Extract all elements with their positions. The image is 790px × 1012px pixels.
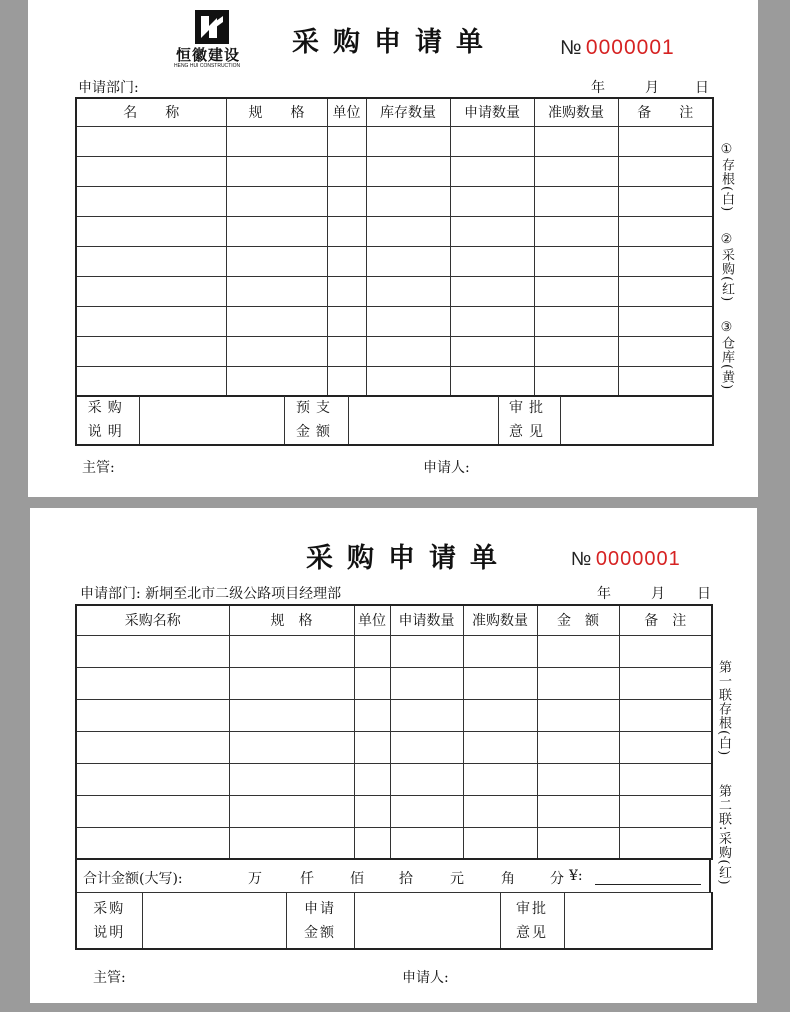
form2-table-row (76, 795, 712, 827)
table-cell[interactable] (366, 366, 450, 396)
supervisor-label-2: 主管: (93, 970, 126, 986)
form2-table-cell[interactable] (76, 667, 229, 699)
unit-qian: 仟 (300, 871, 314, 887)
form2-table-cell[interactable] (390, 667, 463, 699)
department-value[interactable]: 新垌至北市二级公路项目经理部 (145, 586, 342, 602)
table-cell[interactable] (450, 306, 534, 336)
form2-table-cell[interactable] (537, 827, 619, 859)
table-cell[interactable] (226, 366, 327, 396)
form2-table-cell[interactable] (537, 699, 619, 731)
serial-number-2: 0000001 (595, 548, 681, 570)
purchase-note-label-2: 采购 说明 (76, 893, 142, 950)
form2-table-cell[interactable] (354, 763, 390, 795)
table-cell[interactable] (618, 246, 713, 276)
table-cell[interactable] (534, 276, 618, 306)
purchase-note-field[interactable] (139, 396, 284, 445)
form2-table-cell[interactable] (354, 795, 390, 827)
table-row (76, 366, 713, 396)
table-cell[interactable] (366, 306, 450, 336)
table-cell[interactable] (226, 306, 327, 336)
table-cell[interactable] (327, 306, 366, 336)
table-cell[interactable] (327, 126, 366, 156)
number-symbol: № (560, 37, 582, 59)
applicant-label: 申请人: (423, 460, 470, 476)
form2-table-cell[interactable] (390, 763, 463, 795)
form2-table-cell[interactable] (390, 795, 463, 827)
form2-table-cell[interactable] (619, 635, 712, 667)
form2-column-header: 规 格 (229, 605, 354, 635)
table-cell[interactable] (366, 336, 450, 366)
form2-table-cell[interactable] (619, 827, 712, 859)
date-year: 年 (591, 80, 605, 96)
table-cell[interactable] (618, 186, 713, 216)
table-cell[interactable] (366, 156, 450, 186)
table-cell[interactable] (450, 366, 534, 396)
form2-table-cell[interactable] (537, 635, 619, 667)
table-row (76, 186, 713, 216)
purchase-note-label: 采购 说明 (76, 396, 139, 445)
table-cell[interactable] (366, 216, 450, 246)
date-month: 月 (645, 80, 659, 96)
form2-table-cell[interactable] (390, 635, 463, 667)
date-month-2: 月 (651, 586, 665, 602)
table-cell[interactable] (450, 156, 534, 186)
table-cell[interactable] (450, 276, 534, 306)
table-cell[interactable] (76, 216, 226, 246)
form-sheet-2 (30, 508, 757, 1003)
table-row (76, 156, 713, 186)
approval-field[interactable] (560, 396, 713, 445)
table-cell[interactable] (450, 126, 534, 156)
total-label: 合计金额(大写): (83, 871, 183, 887)
form2-table-cell[interactable] (537, 795, 619, 827)
form2-table-cell[interactable] (390, 699, 463, 731)
form2-table-cell[interactable] (229, 699, 354, 731)
table-header-row (76, 98, 713, 126)
form2-column-header: 单位 (354, 605, 390, 635)
form2-table-cell[interactable] (229, 763, 354, 795)
table-header-row-2 (76, 605, 712, 635)
form2-table-cell[interactable] (619, 731, 712, 763)
items-table (75, 97, 714, 397)
form2-table-cell[interactable] (463, 827, 537, 859)
purchase-note-field-2[interactable] (142, 893, 286, 950)
logo-name: 恒徽建设 (176, 47, 241, 64)
form2-table-cell[interactable] (229, 667, 354, 699)
table-cell[interactable] (366, 276, 450, 306)
date-year-2: 年 (597, 586, 611, 602)
form2-table-row (76, 731, 712, 763)
form2-table-cell[interactable] (537, 731, 619, 763)
form-sheet-1 (28, 0, 758, 497)
unit-yuan: 元 (450, 871, 464, 887)
table-cell[interactable] (534, 126, 618, 156)
approval-field-2[interactable] (564, 893, 712, 950)
table-cell[interactable] (226, 276, 327, 306)
table-cell[interactable] (618, 366, 713, 396)
yen-label: ¥: (569, 868, 583, 884)
form2-table-cell[interactable] (354, 635, 390, 667)
table-cell[interactable] (327, 246, 366, 276)
table-cell[interactable] (327, 216, 366, 246)
table-cell[interactable] (618, 156, 713, 186)
table-row (76, 276, 713, 306)
request-amount-label: 申请 金额 (286, 893, 354, 950)
table-cell[interactable] (76, 186, 226, 216)
form2-table-cell[interactable] (76, 699, 229, 731)
table-cell[interactable] (450, 246, 534, 276)
form2-table-cell[interactable] (76, 731, 229, 763)
company-logo-icon (195, 10, 229, 44)
column-header: 名 称 (76, 98, 226, 126)
column-header: 申请数量 (450, 98, 534, 126)
table-cell[interactable] (76, 126, 226, 156)
table-cell[interactable] (76, 336, 226, 366)
applicant-label-2: 申请人: (402, 970, 449, 986)
table-cell[interactable] (534, 246, 618, 276)
table-cell[interactable] (618, 306, 713, 336)
table-cell[interactable] (327, 366, 366, 396)
table-cell[interactable] (450, 216, 534, 246)
table-cell[interactable] (226, 246, 327, 276)
column-header: 库存数量 (366, 98, 450, 126)
form2-table-cell[interactable] (76, 827, 229, 859)
table-cell[interactable] (618, 336, 713, 366)
column-header: 备 注 (618, 98, 713, 126)
form2-table-cell[interactable] (229, 795, 354, 827)
form2-table-cell[interactable] (619, 763, 712, 795)
table-cell[interactable] (327, 186, 366, 216)
form2-table-cell[interactable] (619, 699, 712, 731)
copy-label-2-2: 第二联:采购(红) (716, 784, 731, 886)
unit-wan: 万 (248, 871, 262, 887)
form2-column-header: 采购名称 (76, 605, 229, 635)
total-row (75, 860, 711, 892)
form-number-2 (571, 548, 681, 571)
unit-shi: 拾 (399, 871, 413, 887)
form2-table-row (76, 699, 712, 731)
form2-table-cell[interactable] (390, 827, 463, 859)
form-number (560, 36, 675, 60)
table-cell[interactable] (76, 306, 226, 336)
table-cell[interactable] (534, 306, 618, 336)
form2-table-cell[interactable] (463, 731, 537, 763)
table-row (76, 216, 713, 246)
logo-subtitle: HENG HUI CONSTRUCTION (174, 63, 241, 69)
table-cell[interactable] (366, 246, 450, 276)
supervisor-label: 主管: (82, 460, 115, 476)
approval-label: 审批 意见 (498, 396, 560, 445)
department-label-2: 申请部门: 新垌至北市二级公路项目经理部 (80, 586, 342, 602)
form2-table-cell[interactable] (229, 731, 354, 763)
advance-amount-field[interactable] (348, 396, 498, 445)
copy-label-2: ②采购(红) (719, 232, 734, 303)
form2-table-row (76, 667, 712, 699)
form2-table-cell[interactable] (354, 667, 390, 699)
table-row (76, 306, 713, 336)
table-cell[interactable] (618, 276, 713, 306)
page-title-2: 采购申请单 (306, 543, 511, 574)
form2-table-row (76, 763, 712, 795)
advance-amount-label: 预支 金额 (284, 396, 348, 445)
table-cell[interactable] (366, 186, 450, 216)
form2-table-row (76, 827, 712, 859)
form2-table-cell[interactable] (76, 763, 229, 795)
table-cell[interactable] (450, 186, 534, 216)
column-header: 规 格 (226, 98, 327, 126)
form2-table-cell[interactable] (354, 827, 390, 859)
table-cell[interactable] (226, 336, 327, 366)
table-cell[interactable] (76, 276, 226, 306)
page-title: 采购申请单 (292, 27, 497, 58)
column-header: 单位 (327, 98, 366, 126)
table-cell[interactable] (534, 156, 618, 186)
approval-row-2 (75, 892, 713, 950)
form2-table-cell[interactable] (76, 795, 229, 827)
table-cell[interactable] (327, 156, 366, 186)
table-row (76, 336, 713, 366)
table-row (76, 126, 713, 156)
form2-table-cell[interactable] (619, 667, 712, 699)
copy-label-3: ③仓库(黄) (719, 320, 734, 391)
form2-column-header: 准购数量 (463, 605, 537, 635)
form2-table-row (76, 635, 712, 667)
form2-table-cell[interactable] (619, 795, 712, 827)
table-cell[interactable] (534, 336, 618, 366)
form2-table-cell[interactable] (463, 763, 537, 795)
form2-table-cell[interactable] (390, 731, 463, 763)
date-day-2: 日 (697, 586, 711, 602)
table-cell[interactable] (618, 216, 713, 246)
form2-table-cell[interactable] (463, 667, 537, 699)
form2-column-header: 申请数量 (390, 605, 463, 635)
table-cell[interactable] (450, 336, 534, 366)
serial-number: 0000001 (585, 36, 675, 59)
form2-table-cell[interactable] (537, 763, 619, 795)
request-amount-field[interactable] (354, 893, 500, 950)
number-symbol-2: № (571, 549, 592, 570)
copy-label-1: ①存根(白) (719, 142, 734, 213)
table-cell[interactable] (534, 186, 618, 216)
form2-table-cell[interactable] (463, 795, 537, 827)
table-row (76, 246, 713, 276)
form2-table-cell[interactable] (463, 699, 537, 731)
copy-label-2-1: 第一联存根(白) (716, 660, 731, 757)
table-cell[interactable] (618, 126, 713, 156)
table-cell[interactable] (76, 366, 226, 396)
form2-table-cell[interactable] (229, 635, 354, 667)
form2-table-cell[interactable] (354, 699, 390, 731)
unit-fen: 分 (550, 871, 564, 887)
form2-table-cell[interactable] (229, 827, 354, 859)
items-table-2 (75, 604, 713, 860)
form2-table-cell[interactable] (354, 731, 390, 763)
table-cell[interactable] (327, 276, 366, 306)
form2-table-cell[interactable] (537, 667, 619, 699)
form2-column-header: 备 注 (619, 605, 712, 635)
form2-table-cell[interactable] (76, 635, 229, 667)
column-header: 准购数量 (534, 98, 618, 126)
table-cell[interactable] (226, 216, 327, 246)
form2-column-header: 金 额 (537, 605, 619, 635)
form2-table-cell[interactable] (463, 635, 537, 667)
table-cell[interactable] (226, 186, 327, 216)
unit-bai: 佰 (350, 871, 364, 887)
date-day: 日 (695, 80, 709, 96)
table-cell[interactable] (226, 156, 327, 186)
table-cell[interactable] (366, 126, 450, 156)
table-cell[interactable] (327, 336, 366, 366)
table-cell[interactable] (534, 366, 618, 396)
unit-jiao: 角 (501, 871, 515, 887)
table-cell[interactable] (534, 216, 618, 246)
department-label: 申请部门: (78, 80, 139, 96)
yen-amount-field[interactable] (595, 870, 701, 885)
approval-label-2: 审批 意见 (500, 893, 564, 950)
table-cell[interactable] (226, 126, 327, 156)
table-cell[interactable] (76, 246, 226, 276)
table-cell[interactable] (76, 156, 226, 186)
approval-row (75, 396, 714, 446)
